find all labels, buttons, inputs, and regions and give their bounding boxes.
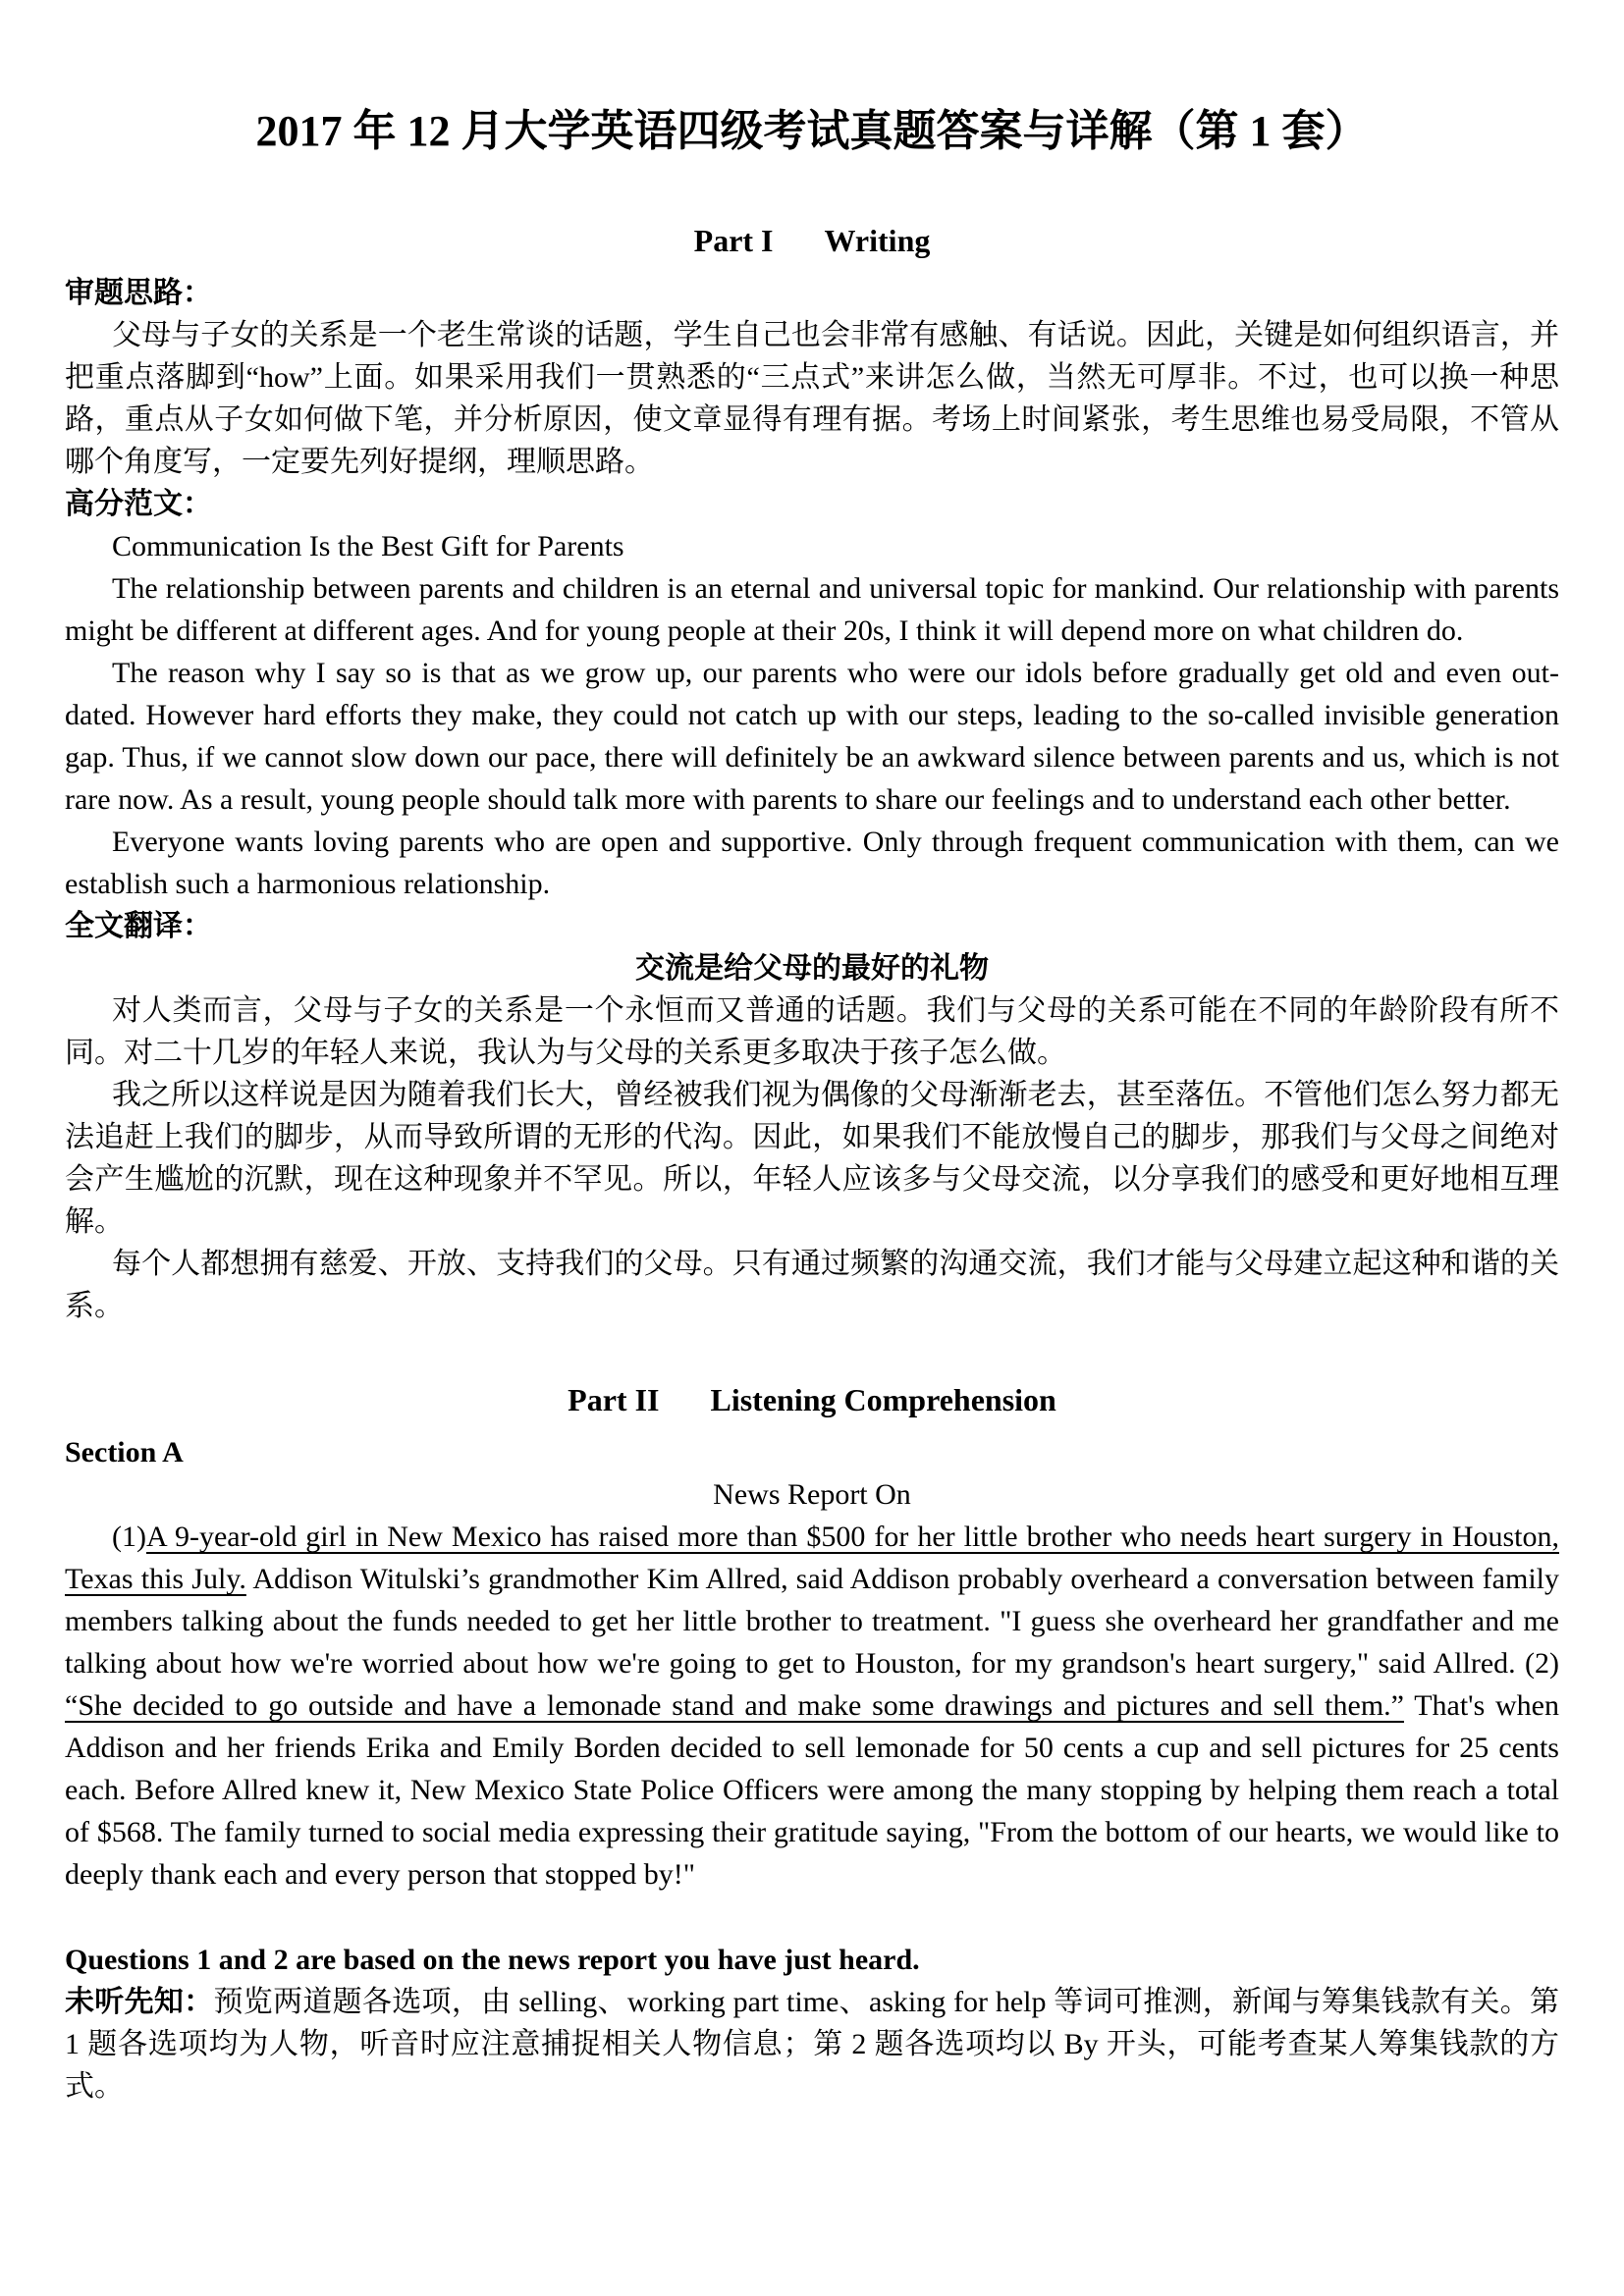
part2-label: Part II xyxy=(568,1382,660,1417)
news-report-segment: Addison Witulski’s grandmother Kim Allred, said Addison probably overheard a conversation between family members talking about the funds needed to get her little brother to treatment. "I guess she overheard her grandfather and me talking about how we're worried about how we're going to get to Houston, for my grandson's heart surgery," said Allred. (2) xyxy=(65,1563,1559,1680)
news-report-underlined-segment: “She decided to go outside and have a lemonade stand and make some drawings and pictures and sell them.” xyxy=(65,1689,1404,1722)
part2-title: Listening Comprehension xyxy=(710,1382,1056,1417)
news-report-underlined-segment: A 9-year-old girl in New Mexico has raised more than $500 for her little brother who needs heart surgery in Houston, Texas this July. xyxy=(65,1521,1559,1595)
page-title: 2017 年 12 月大学英语四级考试真题答案与详解（第 1 套） xyxy=(255,107,1369,155)
translation-heading: 全文翻译： xyxy=(65,910,212,942)
essay-title-line: Communication Is the Best Gift for Parents xyxy=(112,530,624,562)
preview-tip-text: 预览两道题各选项，由 selling、working part time、asking for help 等词可推测，新闻与筹集钱款有关。第 1 题各选项均为人物，听音时应注意捕捉相关人物信息；第 2 题各选项均以 By 开头，可能考查某人筹集钱款的方式。 xyxy=(65,1986,1560,2103)
review-ideas-heading: 审题思路： xyxy=(65,277,212,309)
essay-paragraph: The relationship between parents and children is an eternal and universal topic for mankind. Our relationship with parents might be different at different ages. And for young people at their 20s, I think it will depend more on what children do. xyxy=(65,572,1559,647)
translation-title: 交流是给父母的最好的礼物 xyxy=(635,952,989,985)
part1-heading xyxy=(65,221,1559,260)
section-a-label: Section A xyxy=(65,1436,184,1468)
part1-label: Part I xyxy=(693,223,774,258)
news-report-paragraph xyxy=(65,1516,1559,1896)
essay-paragraph: Everyone wants loving parents who are open and supportive. Only through frequent communication with them, can we establish such a harmonious relationship. xyxy=(65,826,1559,900)
translation-paragraph: 每个人都想拥有慈爱、开放、支持我们的父母。只有通过频繁的沟通交流，我们才能与父母建立起这种和谐的关系。 xyxy=(65,1248,1559,1322)
model-essay-heading: 高分范文： xyxy=(65,488,212,520)
news-report-title: News Report On xyxy=(713,1478,911,1511)
news-report-segment: (1) xyxy=(112,1521,146,1553)
news-report-segment: That's when Addison and her friends Erika and Emily Borden decided to sell lemonade for 50 cents a cup and sell pictures for 25 cents each. Before Allred knew it, New Mexico State Police Officers were among the many stopping by helping them reach a total of $568. The family turned to social media expressing their gratitude saying, "From the bottom of our hearts, we would like to deeply thank each and every person that stopped by!" xyxy=(65,1689,1559,1891)
part2-heading xyxy=(65,1380,1559,1419)
part1-title: Writing xyxy=(824,223,931,258)
translation-paragraph: 对人类而言，父母与子女的关系是一个永恒而又普通的话题。我们与父母的关系可能在不同的年龄阶段有所不同。对二十几岁的年轻人来说，我认为与父母的关系更多取决于孩子怎么做。 xyxy=(65,994,1559,1069)
translation-paragraph: 我之所以这样说是因为随着我们长大，曾经被我们视为偶像的父母渐渐老去，甚至落伍。不管他们怎么努力都无法追赶上我们的脚步，从而导致所谓的无形的代沟。因此，如果我们不能放慢自己的脚步，那我们与父母之间绝对会产生尴尬的沉默，现在这种现象并不罕见。所以，年轻人应该多与父母交流，以分享我们的感受和更好地相互理解。 xyxy=(65,1079,1559,1238)
essay-paragraph: The reason why I say so is that as we grow up, our parents who were our idols before gradually get old and even out-dated. However hard efforts they make, they could not catch up with our steps, leading to the so-called invisible generation gap. Thus, if we cannot slow down our pace, there will definitely be an awkward silence between parents and us, which is not rare now. As a result, young people should talk more with parents to share our feelings and to understand each other better. xyxy=(65,657,1559,816)
preview-tip-paragraph xyxy=(65,1981,1559,2108)
review-ideas-paragraph: 父母与子女的关系是一个老生常谈的话题，学生自己也会非常有感触、有话说。因此，关键是如何组织语言，并把重点落脚到“how”上面。如果采用我们一贯熟悉的“三点式”来讲怎么做，当然无可厚非。不过，也可以换一种思路，重点从子女如何做下笔，并分析原因，使文章显得有理有据。考场上时间紧张，考生思维也易受局限，不管从哪个角度写，一定要先列好提纲，理顺思路。 xyxy=(65,319,1559,478)
questions-note: Questions 1 and 2 are based on the news report you have just heard. xyxy=(65,1944,920,1976)
preview-tip-heading: 未听先知： xyxy=(65,1986,214,2018)
